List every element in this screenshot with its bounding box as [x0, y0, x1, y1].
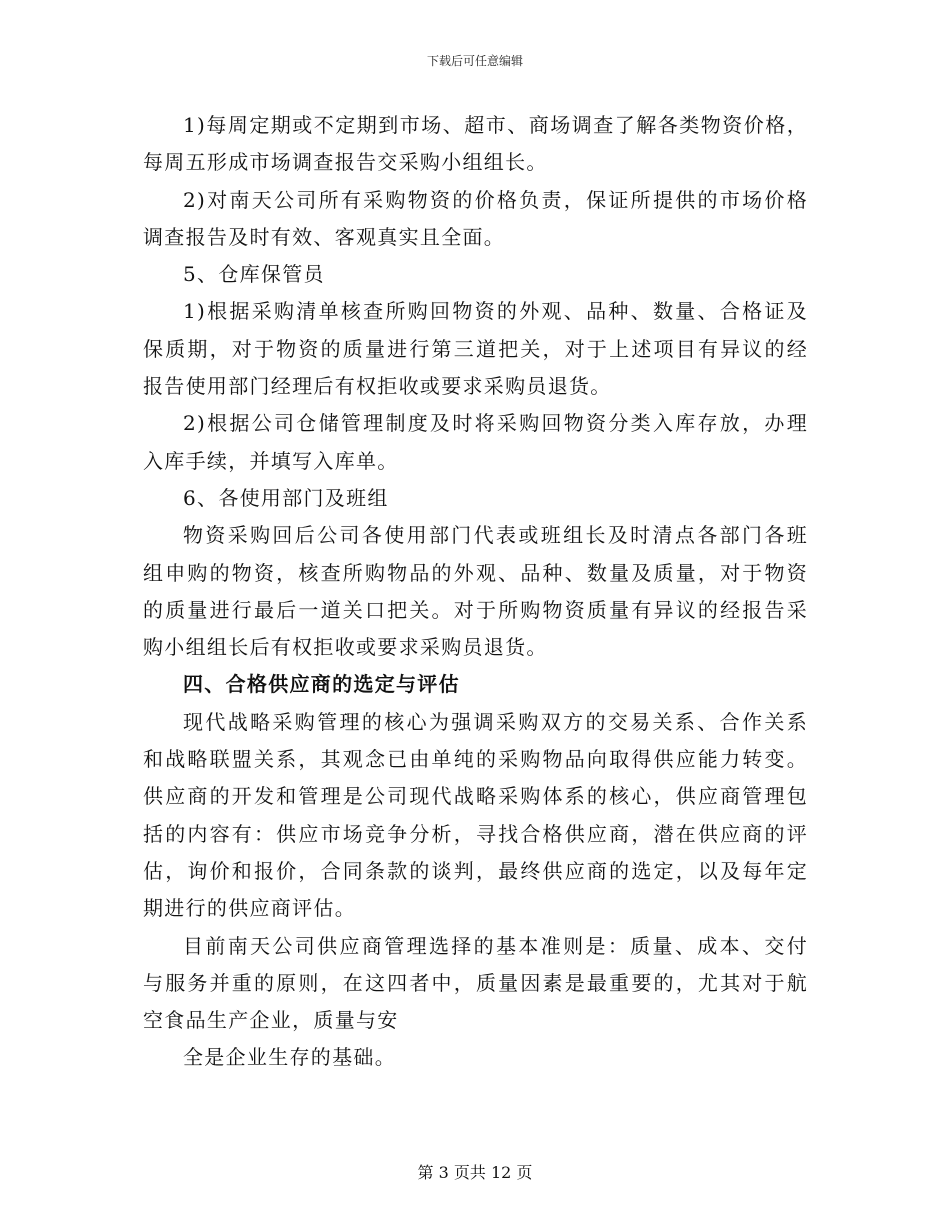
paragraph-line: 报告使用部门经理后有权拒收或要求采购员退货。 — [143, 374, 612, 399]
paragraph-line: 入库手续，并填写入库单。 — [143, 448, 399, 473]
section-heading: 6、各使用部门及班组 — [183, 485, 389, 510]
paragraph-line: 估，询价和报价，合同条款的谈判，最终供应商的选定，以及每年定 — [143, 858, 808, 883]
paragraph-line: 1)根据采购清单核查所购回物资的外观、品种、数量、合格证及 — [183, 299, 808, 324]
paragraph-line: 供应商的开发和管理是公司现代战略采购体系的核心，供应商管理包 — [143, 784, 808, 809]
paragraph-line: 现代战略采购管理的核心为强调采购双方的交易关系、合作关系 — [183, 709, 808, 734]
paragraph-line: 括的内容有：供应市场竞争分析，寻找合格供应商，潜在供应商的评 — [143, 821, 808, 846]
paragraph-line: 与服务并重的原则，在这四者中，质量因素是最重要的，尤其对于航 — [143, 970, 808, 995]
paragraph — [143, 928, 808, 1040]
paragraph-line: 物资采购回后公司各使用部门代表或班组长及时清点各部门各班 — [183, 523, 808, 548]
paragraph-line: 和战略联盟关系，其观念已由单纯的采购物品向取得供应能力转变。 — [143, 747, 808, 772]
paragraph — [143, 405, 808, 480]
page-footer: 第 3 页共 12 页 — [417, 1163, 533, 1182]
section-heading: 5、仓库保管员 — [183, 262, 325, 287]
document-body — [143, 107, 808, 1077]
paragraph-line: 购小组组长后有权拒收或要求采购员退货。 — [143, 635, 548, 660]
paragraph-line: 保质期，对于物资的质量进行第三道把关，对于上述项目有异议的经 — [143, 336, 808, 361]
paragraph-line: 2)根据公司仓储管理制度及时将采购回物资分类入库存放，办理 — [183, 411, 808, 436]
paragraph — [143, 1039, 808, 1076]
paragraph — [143, 182, 808, 257]
page-header: 下载后可任意编辑 — [426, 54, 523, 68]
paragraph-line: 的质量进行最后一道关口把关。对于所购物资质量有异议的经报告采 — [143, 597, 808, 622]
paragraph-line: 2)对南天公司所有采购物资的价格负责，保证所提供的市场价格 — [183, 187, 808, 212]
paragraph-line: 期进行的供应商评估。 — [143, 896, 356, 921]
paragraph — [143, 293, 808, 405]
section-heading: 四、合格供应商的选定与评估 — [183, 672, 460, 697]
paragraph-line: 目前南天公司供应商管理选择的基本准则是：质量、成本、交付 — [183, 933, 808, 958]
paragraph — [143, 517, 808, 666]
paragraph-line: 1)每周定期或不定期到市场、超市、商场调查了解各类物资价格， — [183, 113, 808, 137]
paragraph-line: 全是企业生存的基础。 — [183, 1045, 396, 1070]
paragraph — [143, 704, 808, 928]
paragraph-line: 每周五形成市场调查报告交采购小组组长。 — [143, 150, 548, 175]
paragraph-line: 空食品生产企业，质量与安 — [143, 1008, 399, 1033]
paragraph-line: 调查报告及时有效、客观真实且全面。 — [143, 224, 506, 249]
paragraph — [143, 107, 808, 182]
paragraph-line: 组申购的物资，核查所购物品的外观、品种、数量及质量，对于物资 — [143, 560, 808, 585]
